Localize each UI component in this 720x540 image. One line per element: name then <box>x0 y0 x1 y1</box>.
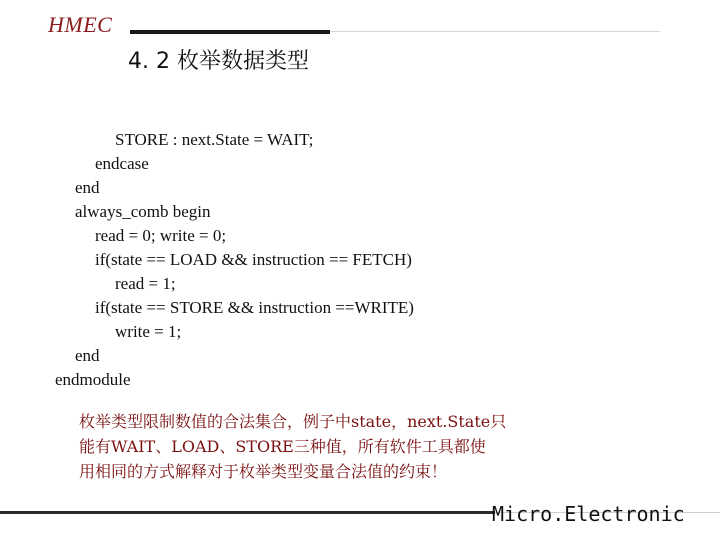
explanation-note <box>79 409 506 484</box>
code-line: STORE : next.State = WAIT; <box>115 130 314 149</box>
code-line: endmodule <box>55 370 131 389</box>
note-line: 能有WAIT、LOAD、STORE三种值，所有软件工具都使 <box>79 437 486 456</box>
code-line: write = 1; <box>115 322 182 341</box>
code-line: read = 1; <box>115 274 176 293</box>
slide-title: 4. 2 枚举数据类型 <box>128 49 309 74</box>
header-divider-thin <box>330 31 660 32</box>
code-line: end <box>75 346 100 365</box>
code-line: if(state == LOAD && instruction == FETCH) <box>95 250 412 269</box>
note-line: 枚举类型限制数值的合法集合，例子中state，next.State只 <box>79 412 507 431</box>
code-line: if(state == STORE && instruction ==WRITE) <box>95 298 414 317</box>
code-line: read = 0; write = 0; <box>95 226 227 245</box>
header-divider <box>130 30 330 34</box>
note-line: 用相同的方式解释对于枚举类型变量合法值的约束！ <box>79 462 448 481</box>
footer-divider <box>0 511 495 514</box>
code-line: endcase <box>95 154 149 173</box>
hmec-logo: HMEC <box>48 12 113 37</box>
footer-brand: Micro.Electronic <box>492 502 685 526</box>
code-line: end <box>75 178 100 197</box>
code-line: always_comb begin <box>75 202 211 221</box>
